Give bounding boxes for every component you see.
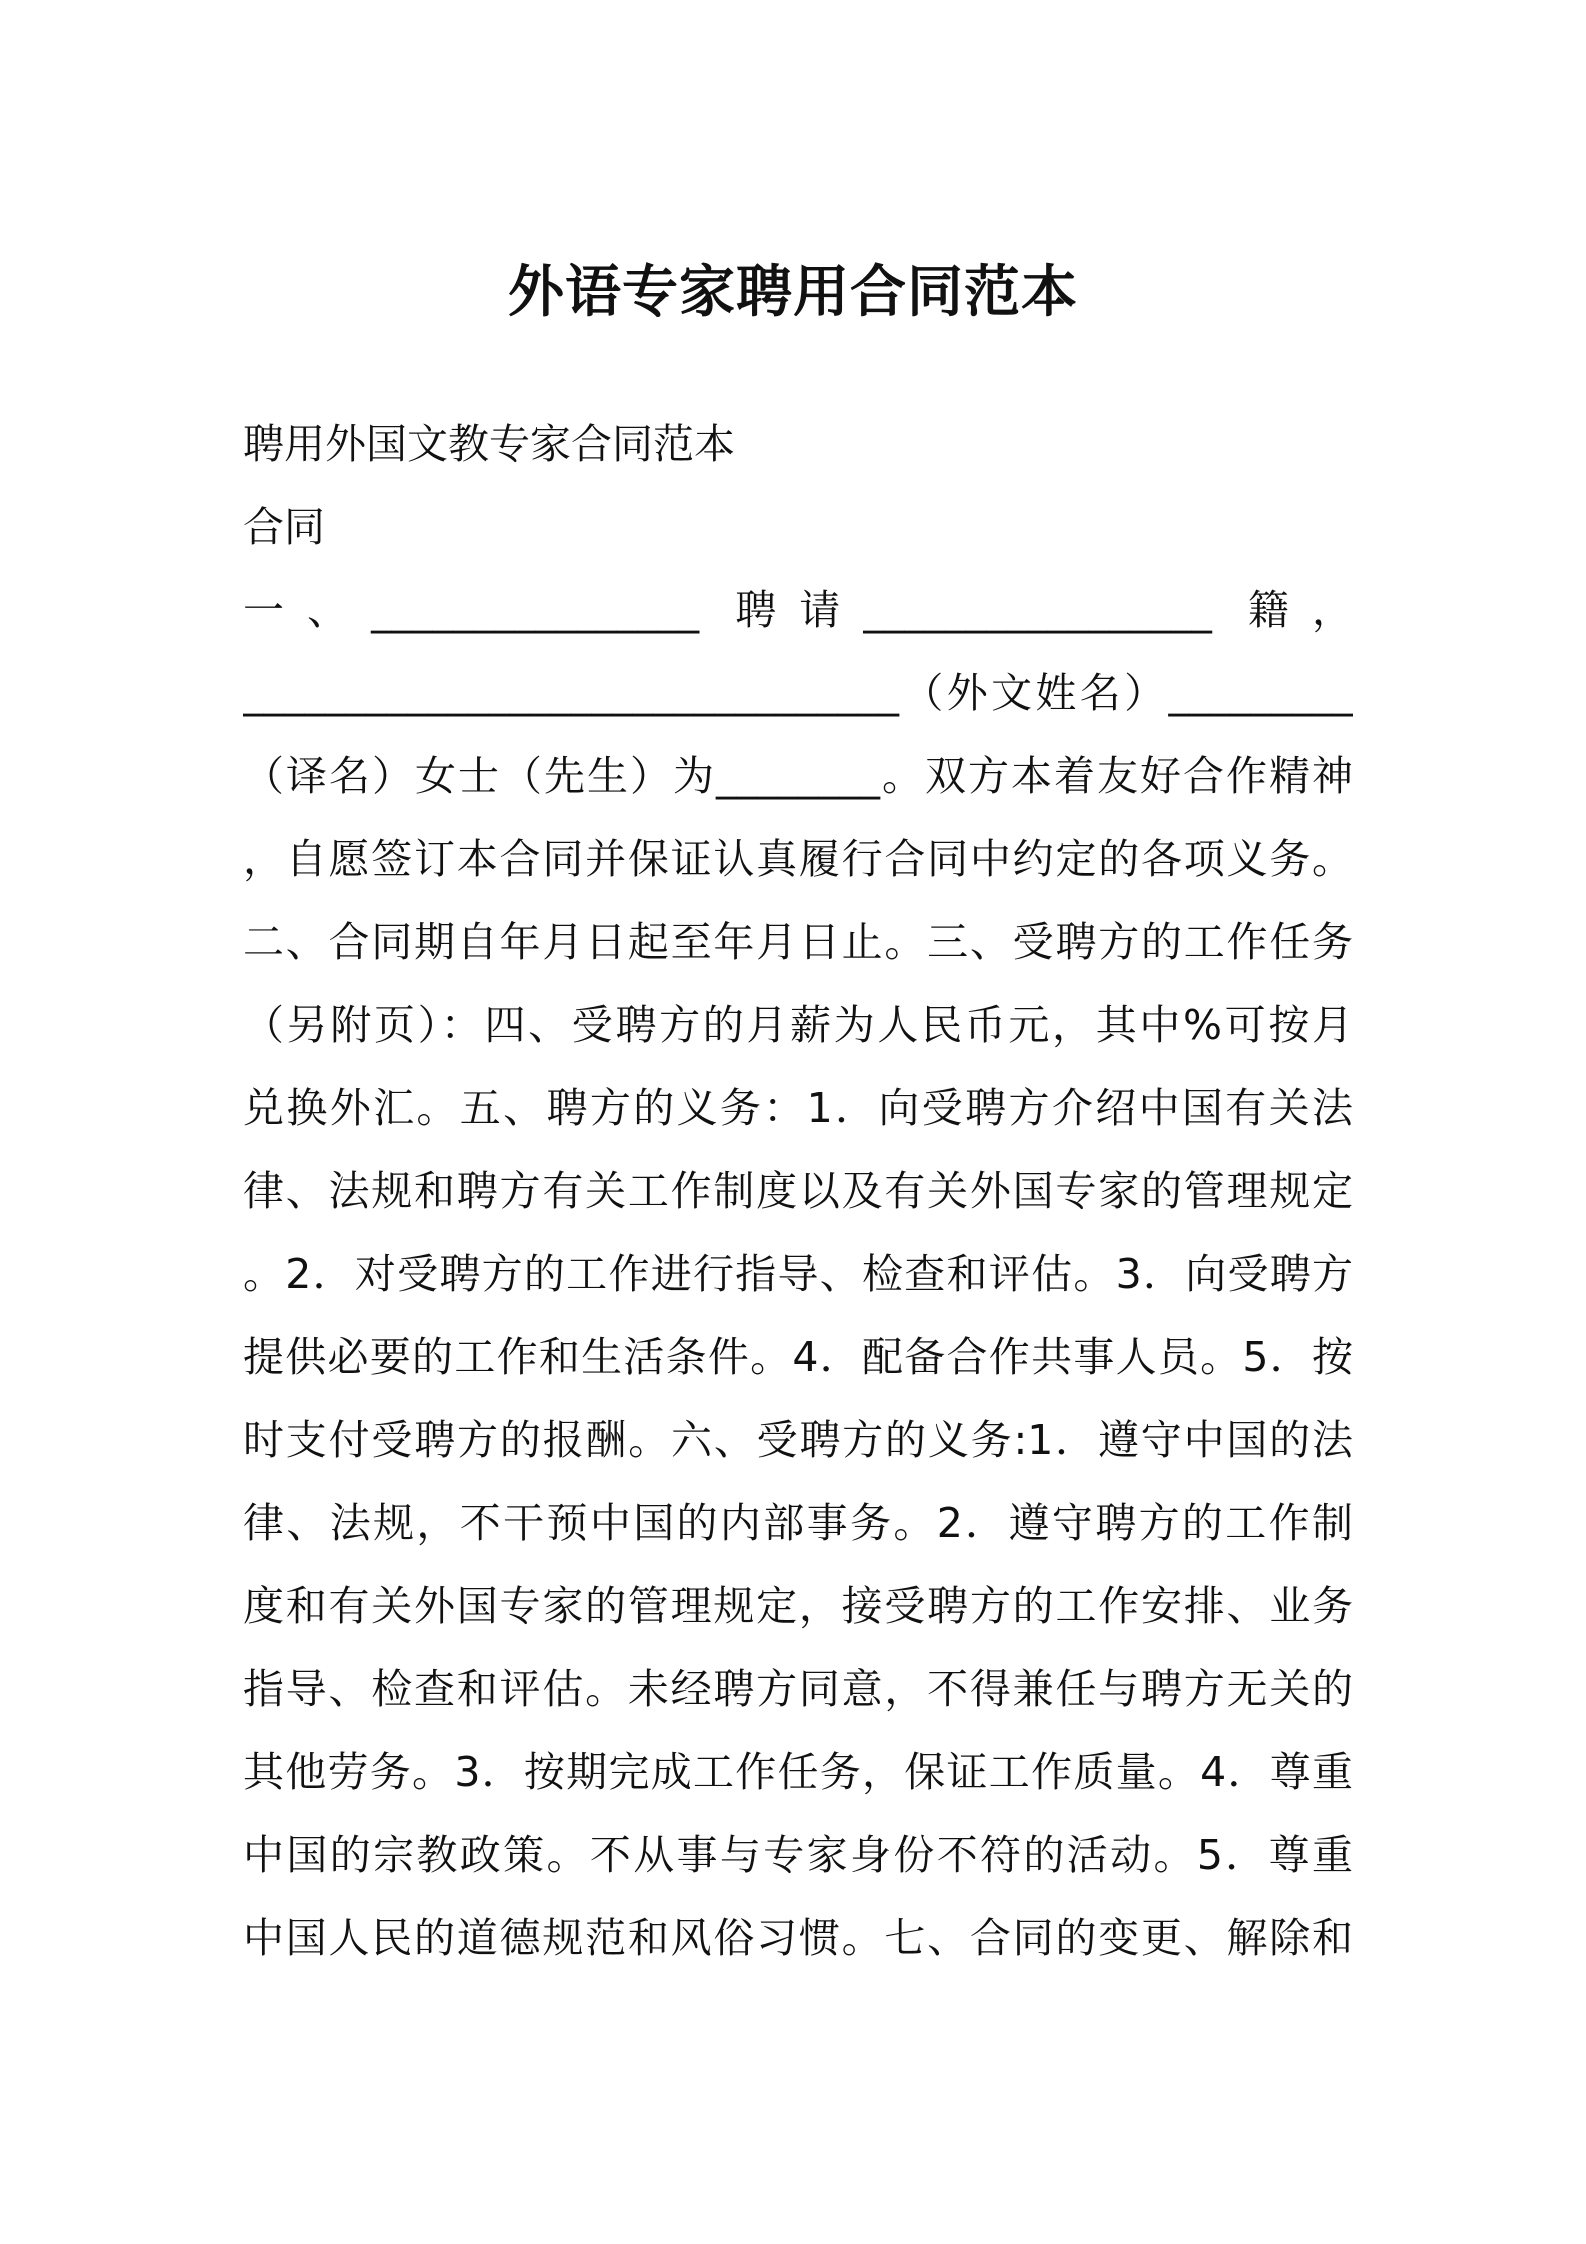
body-line-12: 律、法规，不干预中国的内部事务。2．遵守聘方的工作制	[243, 1499, 1353, 1547]
body-line-5: 二、合同期自年月日起至年月日止。三、受聘方的工作任务	[243, 918, 1353, 966]
body-line-2: ________________________________（外文姓名）_________	[243, 669, 1353, 717]
body-line-14: 指导、检查和评估。未经聘方同意，不得兼任与聘方无关的	[243, 1665, 1353, 1713]
body-line-6: （另附页）：四、受聘方的月薪为人民币元，其中%可按月	[243, 1001, 1353, 1049]
body-line-8: 律、法规和聘方有关工作制度以及有关外国专家的管理规定	[243, 1167, 1353, 1215]
body-line-1: 一、________________ 聘请_________________ 籍，	[243, 586, 1353, 634]
body-line-4: ，自愿签订本合同并保证认真履行合同中约定的各项义务。	[243, 835, 1353, 883]
body-line-3: （译名）女士（先生）为________。双方本着友好合作精神	[243, 752, 1353, 800]
contract-heading: 合同	[243, 503, 325, 551]
document-subtitle: 聘用外国文教专家合同范本	[243, 420, 735, 468]
document-title: 外语专家聘用合同范本	[508, 260, 1078, 325]
body-line-17: 中国人民的道德规范和风俗习惯。七、合同的变更、解除和	[243, 1914, 1353, 1962]
body-line-10: 提供必要的工作和生活条件。4．配备合作共事人员。5．按	[243, 1333, 1353, 1381]
body-line-15: 其他劳务。3．按期完成工作任务，保证工作质量。4．尊重	[243, 1748, 1353, 1796]
body-line-11: 时支付受聘方的报酬。六、受聘方的义务:1．遵守中国的法	[243, 1416, 1353, 1464]
body-line-16: 中国的宗教政策。不从事与专家身份不符的活动。5．尊重	[243, 1831, 1353, 1879]
body-line-9: 。2．对受聘方的工作进行指导、检查和评估。3．向受聘方	[243, 1250, 1353, 1298]
body-line-13: 度和有关外国专家的管理规定，接受聘方的工作安排、业务	[243, 1582, 1353, 1630]
body-line-7: 兑换外汇。五、聘方的义务：1．向受聘方介绍中国有关法	[243, 1084, 1353, 1132]
